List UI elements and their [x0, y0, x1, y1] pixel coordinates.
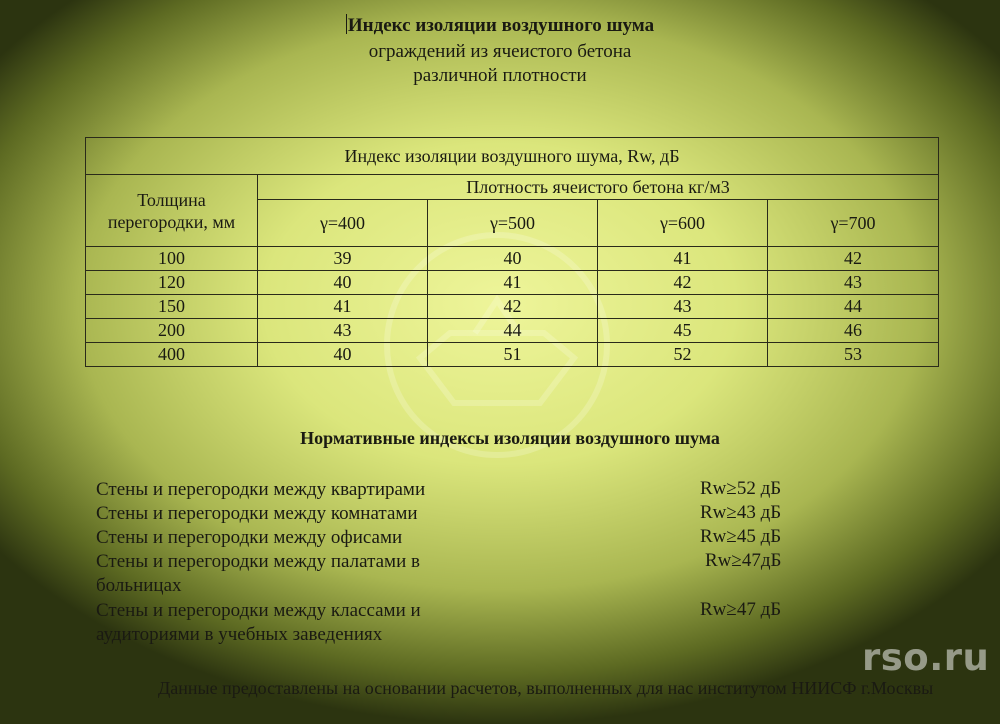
thickness-cell: 120 — [86, 271, 258, 295]
table-row — [86, 247, 939, 271]
gamma-header: γ=500 — [428, 200, 598, 247]
value-cell: 39 — [258, 247, 428, 271]
norm-label: Стены и перегородки между палатами в больницах — [96, 551, 420, 596]
footer-note: Данные предоставлены на основании расчетов, выполненных для нас институтом НИИСФ г.Москвы — [158, 678, 934, 698]
value-cell: 40 — [258, 343, 428, 367]
value-cell: 40 — [428, 247, 598, 271]
thickness-cell: 200 — [86, 319, 258, 343]
gamma-header: γ=600 — [598, 200, 768, 247]
insulation-table — [85, 137, 939, 367]
norm-label: Стены и перегородки между комнатами — [96, 503, 418, 524]
value-cell: 43 — [598, 295, 768, 319]
value-cell: 42 — [428, 295, 598, 319]
norm-value: Rw≥45 дБ — [700, 526, 782, 547]
gamma-header: γ=700 — [768, 200, 939, 247]
thickness-header: Толщина перегородки, мм — [86, 175, 258, 247]
value-cell: 40 — [258, 271, 428, 295]
norm-label: Стены и перегородки между квартирами — [96, 479, 426, 500]
value-cell: 41 — [598, 247, 768, 271]
norms-title: Нормативные индексы изоляции воздушного шума — [300, 428, 720, 448]
value-cell: 41 — [428, 271, 598, 295]
document-subtitle-line-1: ограждений из ячеистого бетона — [368, 41, 632, 62]
norm-label: Стены и перегородки между классами и аудиториями в учебных заведениях — [96, 600, 421, 645]
table-caption: Индекс изоляции воздушного шума, Rw, дБ — [86, 138, 939, 175]
gamma-header: γ=400 — [258, 200, 428, 247]
thickness-cell: 100 — [86, 247, 258, 271]
value-cell: 53 — [768, 343, 939, 367]
norm-value: Rw≥52 дБ — [700, 478, 782, 499]
norm-label: Стены и перегородки между офисами — [96, 527, 403, 548]
norm-value: Rw≥43 дБ — [700, 502, 782, 523]
value-cell: 41 — [258, 295, 428, 319]
table-row — [86, 343, 939, 367]
value-cell: 42 — [598, 271, 768, 295]
density-header: Плотность ячеистого бетона кг/м3 — [258, 175, 939, 200]
value-cell: 46 — [768, 319, 939, 343]
document-subtitle-line-2: различной плотности — [413, 65, 587, 86]
table-row — [86, 271, 939, 295]
table-row — [86, 319, 939, 343]
document-title: Индекс изоляции воздушного шума — [347, 15, 655, 36]
value-cell: 52 — [598, 343, 768, 367]
value-cell: 45 — [598, 319, 768, 343]
value-cell: 51 — [428, 343, 598, 367]
value-cell: 43 — [258, 319, 428, 343]
value-cell: 42 — [768, 247, 939, 271]
table-row — [86, 295, 939, 319]
norm-value: Rw≥47дБ — [705, 550, 782, 571]
value-cell: 44 — [428, 319, 598, 343]
value-cell: 44 — [768, 295, 939, 319]
brand-watermark: rso.ru — [862, 636, 990, 679]
value-cell: 43 — [768, 271, 939, 295]
norm-value: Rw≥47 дБ — [700, 599, 782, 620]
thickness-cell: 400 — [86, 343, 258, 367]
text-cursor — [346, 14, 347, 34]
thickness-cell: 150 — [86, 295, 258, 319]
